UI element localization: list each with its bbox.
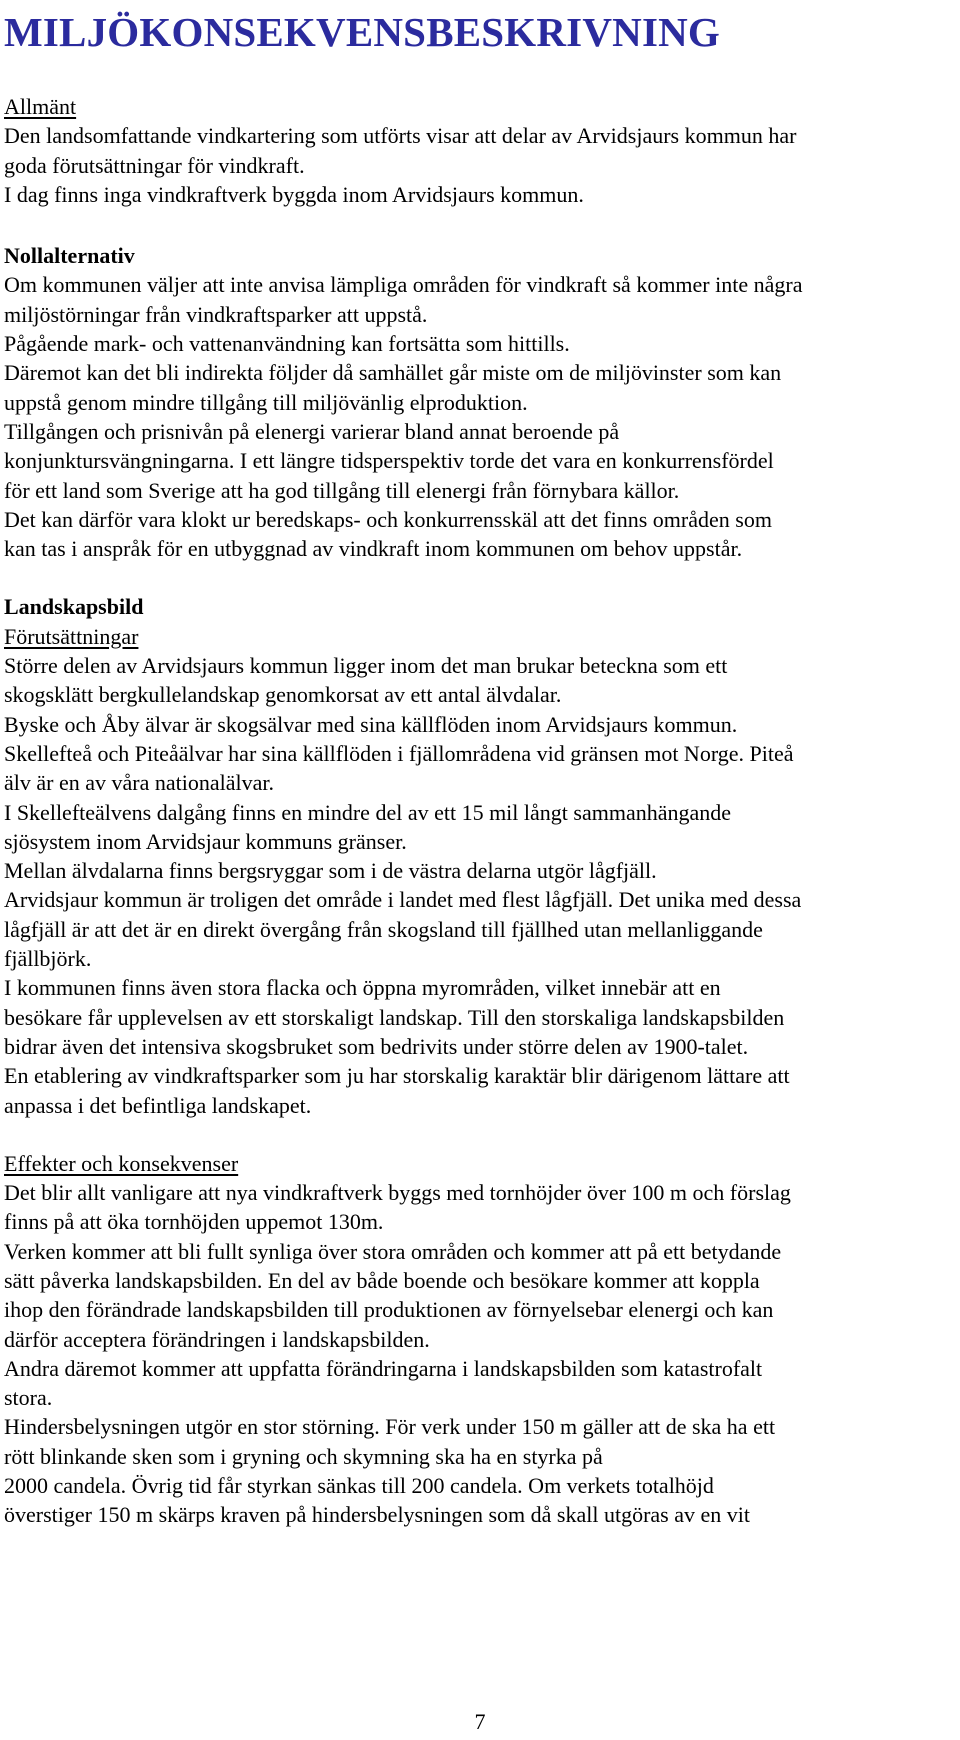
paragraph-line: Skellefteå och Piteåälvar har sina källflöden i fjällområdena vid gränsen mot Norge. Piteå: [4, 740, 794, 766]
paragraph-line: Byske och Åby älvar är skogsälvar med sina källflöden inom Arvidsjaurs kommun.: [4, 711, 738, 737]
paragraph-line: överstiger 150 m skärps kraven på hindersbelysningen som då skall utgöras av en vit: [4, 1502, 751, 1528]
page-number: 7: [474, 1709, 486, 1734]
paragraph-line: I kommunen finns även stora flacka och öppna myrområden, vilket innebär att en: [4, 975, 721, 1001]
paragraph-line: goda förutsättningar för vindkraft.: [4, 152, 305, 178]
paragraph-line: kan tas i anspråk för en utbyggnad av vindkraft inom kommunen om behov uppstår.: [4, 536, 743, 562]
paragraph-line: miljöstörningar från vindkraftsparker att uppstå.: [4, 301, 428, 327]
paragraph-line: anpassa i det befintliga landskapet.: [4, 1092, 312, 1118]
section-landskapsbild: [4, 592, 956, 1119]
paragraph-line: Tillgången och prisnivån på elenergi varierar bland annat beroende på: [4, 418, 620, 444]
paragraph-line: därför acceptera förändringen i landskapsbilden.: [4, 1326, 430, 1352]
paragraph-line: besökare får upplevelsen av ett storskaligt landskap. Till den storskaliga landskapsbilden: [4, 1004, 785, 1030]
section-heading-effekter: Effekter och konsekvenser: [4, 1150, 239, 1176]
section-allmant: [4, 92, 956, 209]
paragraph-line: Andra däremot kommer att uppfatta förändringarna i landskapsbilden som katastrofalt: [4, 1355, 763, 1381]
paragraph-line: Mellan älvdalarna finns bergsryggar som i de västra delarna utgör lågfjäll.: [4, 858, 657, 884]
paragraph-line: Den landsomfattande vindkartering som utförts visar att delar av Arvidsjaurs kommun har: [4, 123, 797, 149]
paragraph-line: 2000 candela. Övrig tid får styrkan sänkas till 200 candela. Om verkets totalhöjd: [4, 1473, 714, 1499]
paragraph-line: Verken kommer att bli fullt synliga över stora områden och kommer att på ett betydande: [4, 1238, 782, 1264]
paragraph-line: finns på att öka tornhöjden uppemot 130m.: [4, 1209, 384, 1235]
paragraph-line: sätt påverka landskapsbilden. En del av både boende och besökare kommer att koppla: [4, 1267, 760, 1293]
paragraph-line: för ett land som Sverige att ha god tillgång till elenergi från förnybara källor.: [4, 477, 680, 503]
paragraph-line: Det blir allt vanligare att nya vindkraftverk byggs med tornhöjder över 100 m och förslag: [4, 1180, 791, 1206]
paragraph-line: Det kan därför vara klokt ur beredskaps- och konkurrensskäl att det finns områden som: [4, 506, 772, 532]
page-title: MILJÖKONSEKVENSBESKRIVNING: [4, 9, 721, 55]
paragraph-line: I dag finns inga vindkraftverk byggda inom Arvidsjaurs kommun.: [4, 181, 584, 207]
section-heading-allmant: Allmänt: [4, 94, 77, 119]
section-effekter: [4, 1149, 956, 1530]
paragraph-line: bidrar även det intensiva skogsbruket som bedrivits under större delen av 1900-talet.: [4, 1033, 749, 1059]
paragraph-line: Större delen av Arvidsjaurs kommun ligger inom det man brukar beteckna som ett: [4, 653, 728, 679]
paragraph-line: Hindersbelysningen utgör en stor störning. För verk under 150 m gäller att de ska ha ett: [4, 1414, 776, 1440]
paragraph-line: stora.: [4, 1385, 53, 1411]
paragraph-line: Däremot kan det bli indirekta följder då samhället går miste om de miljövinster som kan: [4, 360, 782, 386]
paragraph-line: uppstå genom mindre tillgång till miljövänlig elproduktion.: [4, 389, 528, 415]
section-nollalternativ: [4, 241, 956, 563]
section-heading-nollalternativ: Nollalternativ: [4, 243, 135, 269]
section-heading-landskapsbild: Landskapsbild: [4, 594, 144, 620]
paragraph-line: En etablering av vindkraftsparker som ju har storskalig karaktär blir därigenom lättare att: [4, 1063, 790, 1089]
paragraph-line: skogsklätt bergkullelandskap genomkorsat av ett antal älvdalar.: [4, 682, 562, 708]
paragraph-line: älv är en av våra nationalälvar.: [4, 770, 274, 796]
paragraph-line: Pågående mark- och vattenanvändning kan fortsätta som hittills.: [4, 331, 570, 357]
paragraph-line: I Skellefteälvens dalgång finns en mindre del av ett 15 mil långt sammanhängande: [4, 799, 732, 825]
paragraph-line: Arvidsjaur kommun är troligen det område i landet med flest lågfjäll. Det unika med dessa: [4, 887, 802, 913]
paragraph-line: lågfjäll är att det är en direkt övergång från skogsland till fjällhed utan mellanliggande: [4, 916, 763, 942]
document-page: [4, 0, 956, 1530]
paragraph-line: fjällbjörk.: [4, 946, 92, 972]
paragraph-line: Om kommunen väljer att inte anvisa lämpliga områden för vindkraft så kommer inte några: [4, 272, 803, 298]
paragraph-line: sjösystem inom Arvidsjaur kommuns gränser.: [4, 828, 407, 854]
paragraph-line: rött blinkande sken som i gryning och skymning ska ha en styrka på: [4, 1443, 603, 1469]
paragraph-line: konjunktursvängningarna. I ett längre tidsperspektiv torde det vara en konkurrensfördel: [4, 448, 774, 474]
subheading-forutsattningar: Förutsättningar: [4, 623, 139, 649]
paragraph-line: ihop den förändrade landskapsbilden till produktionen av förnyelsebar elenergi och kan: [4, 1297, 774, 1323]
